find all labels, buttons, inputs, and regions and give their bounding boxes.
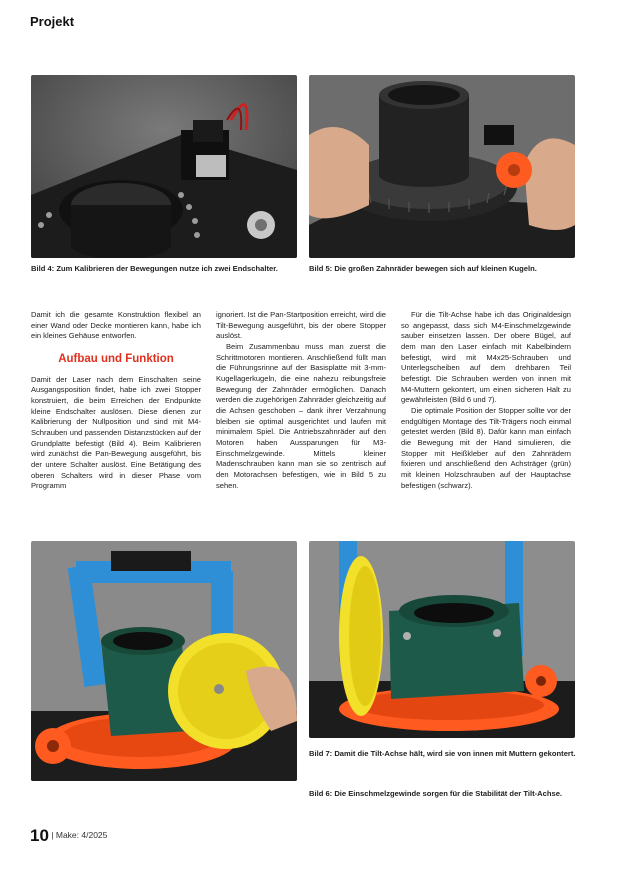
page-number: 10 — [30, 826, 49, 845]
caption-bild-5: Bild 5: Die großen Zahnräder bewegen sich auf kleinen Kugeln. — [309, 264, 537, 273]
paragraph: Die optimale Position der Stopper sollte vor der endgültigen Montage des Tilt-Trägers noch einmal getestet werden (Bild 8). Dafür kann man einfach die Bewegung mit der Hand simulieren, die Stopper mit Heißkleber auf den Zahnrädern fixieren und anschließend den Achsträger (grün) mit kleinen Holzschrauben auf der Hauptachse befestigen (schwarz). — [401, 405, 571, 490]
column-1 — [31, 310, 201, 492]
caption-bild-7: Bild 7: Damit die Tilt-Achse hält, wird sie von innen mit Muttern gekontert. — [309, 749, 576, 758]
paragraph: Beim Zusammenbau muss man zuerst die Schrittmotoren montieren. Anschließend füllt man die Führungsrinne auf der Basisplatte mit 3-mm-Kugellagerkugeln, die eine nahezu reibungsfreie Bewegung der Zahnräder ermöglichen. Danach werden die zugehörigen Zahnräder gleichzeitig auf die Achsen geschoben – dank ihrer Verzahnung bleiben sie optimal ausgerichtet und laufen mit minimalem Spiel. Die Antriebszahnräder auf den Motoren haben Aussparungen für M3-Einschmelzgewinde. Mittels kleiner Madenschrauben kann man sie so zentrisch auf den Motorachsen befestigen, wie in Bild 5 zu sehen. — [216, 341, 386, 490]
paragraph: Für die Tilt-Achse habe ich das Originaldesign so angepasst, dass sich M4-Einschmelzgewinde sauber einsetzen lassen. Der obere Bügel, auf dem man den Laser einfach mit Kabelbindern befestigt, wird mit M4x25-Schrauben und Unterlegscheiben auf dem drehbaren Teil befestigt. Die Schrauben werden von innen mit M4-Muttern gekontert, um einen sicheren Halt zu gewährleisten (Bild 6 und 7). — [401, 310, 571, 405]
photo-bild-7 — [309, 541, 575, 738]
page-footer — [30, 826, 107, 846]
photo-bild-5 — [309, 75, 575, 258]
caption-bild-6: Bild 6: Die Einschmelzgewinde sorgen für die Stabilität der Tilt-Achse. — [309, 789, 563, 798]
section-label: Projekt — [30, 14, 75, 29]
photo-bild-4 — [31, 75, 297, 258]
photo-bild-6 — [31, 541, 297, 781]
column-3 — [401, 310, 571, 491]
caption-bild-4: Bild 4: Zum Kalibrieren der Bewegungen nutze ich zwei Endschalter. — [31, 264, 278, 273]
paragraph: Damit ich die gesamte Konstruktion flexibel an einer Wand oder Decke montieren kann, habe ich ein kleines Gehäuse entworfen. — [31, 310, 201, 341]
issue-label: | Make: 4/2025 — [51, 830, 108, 840]
section-heading: Aufbau und Funktion — [58, 352, 174, 365]
paragraph: Damit der Laser nach dem Einschalten seine Ausgangsposition findet, habe ich zwei Stopper konstruiert, die beim Erreichen der Endpunkte kleine Endschalter auslösen. Diese dienen zur Kalibrierung der Nullposition und sind mit M4-Schrauben und passenden Distanzstücken auf der Grundplatte befestigt (Bild 4). Beim Kalibrieren wird zunächst die Pan-Bewegung ausgeführt, bis der untere Schalter auslöst. Eine Betätigung des oberen Schalters wird in dieser Phase vom Programm — [31, 374, 201, 491]
column-2 — [216, 310, 386, 491]
paragraph: ignoriert. Ist die Pan-Startposition erreicht, wird die Tilt-Bewegung ausgeführt, bis der obere Stopper auslöst. — [216, 310, 386, 341]
